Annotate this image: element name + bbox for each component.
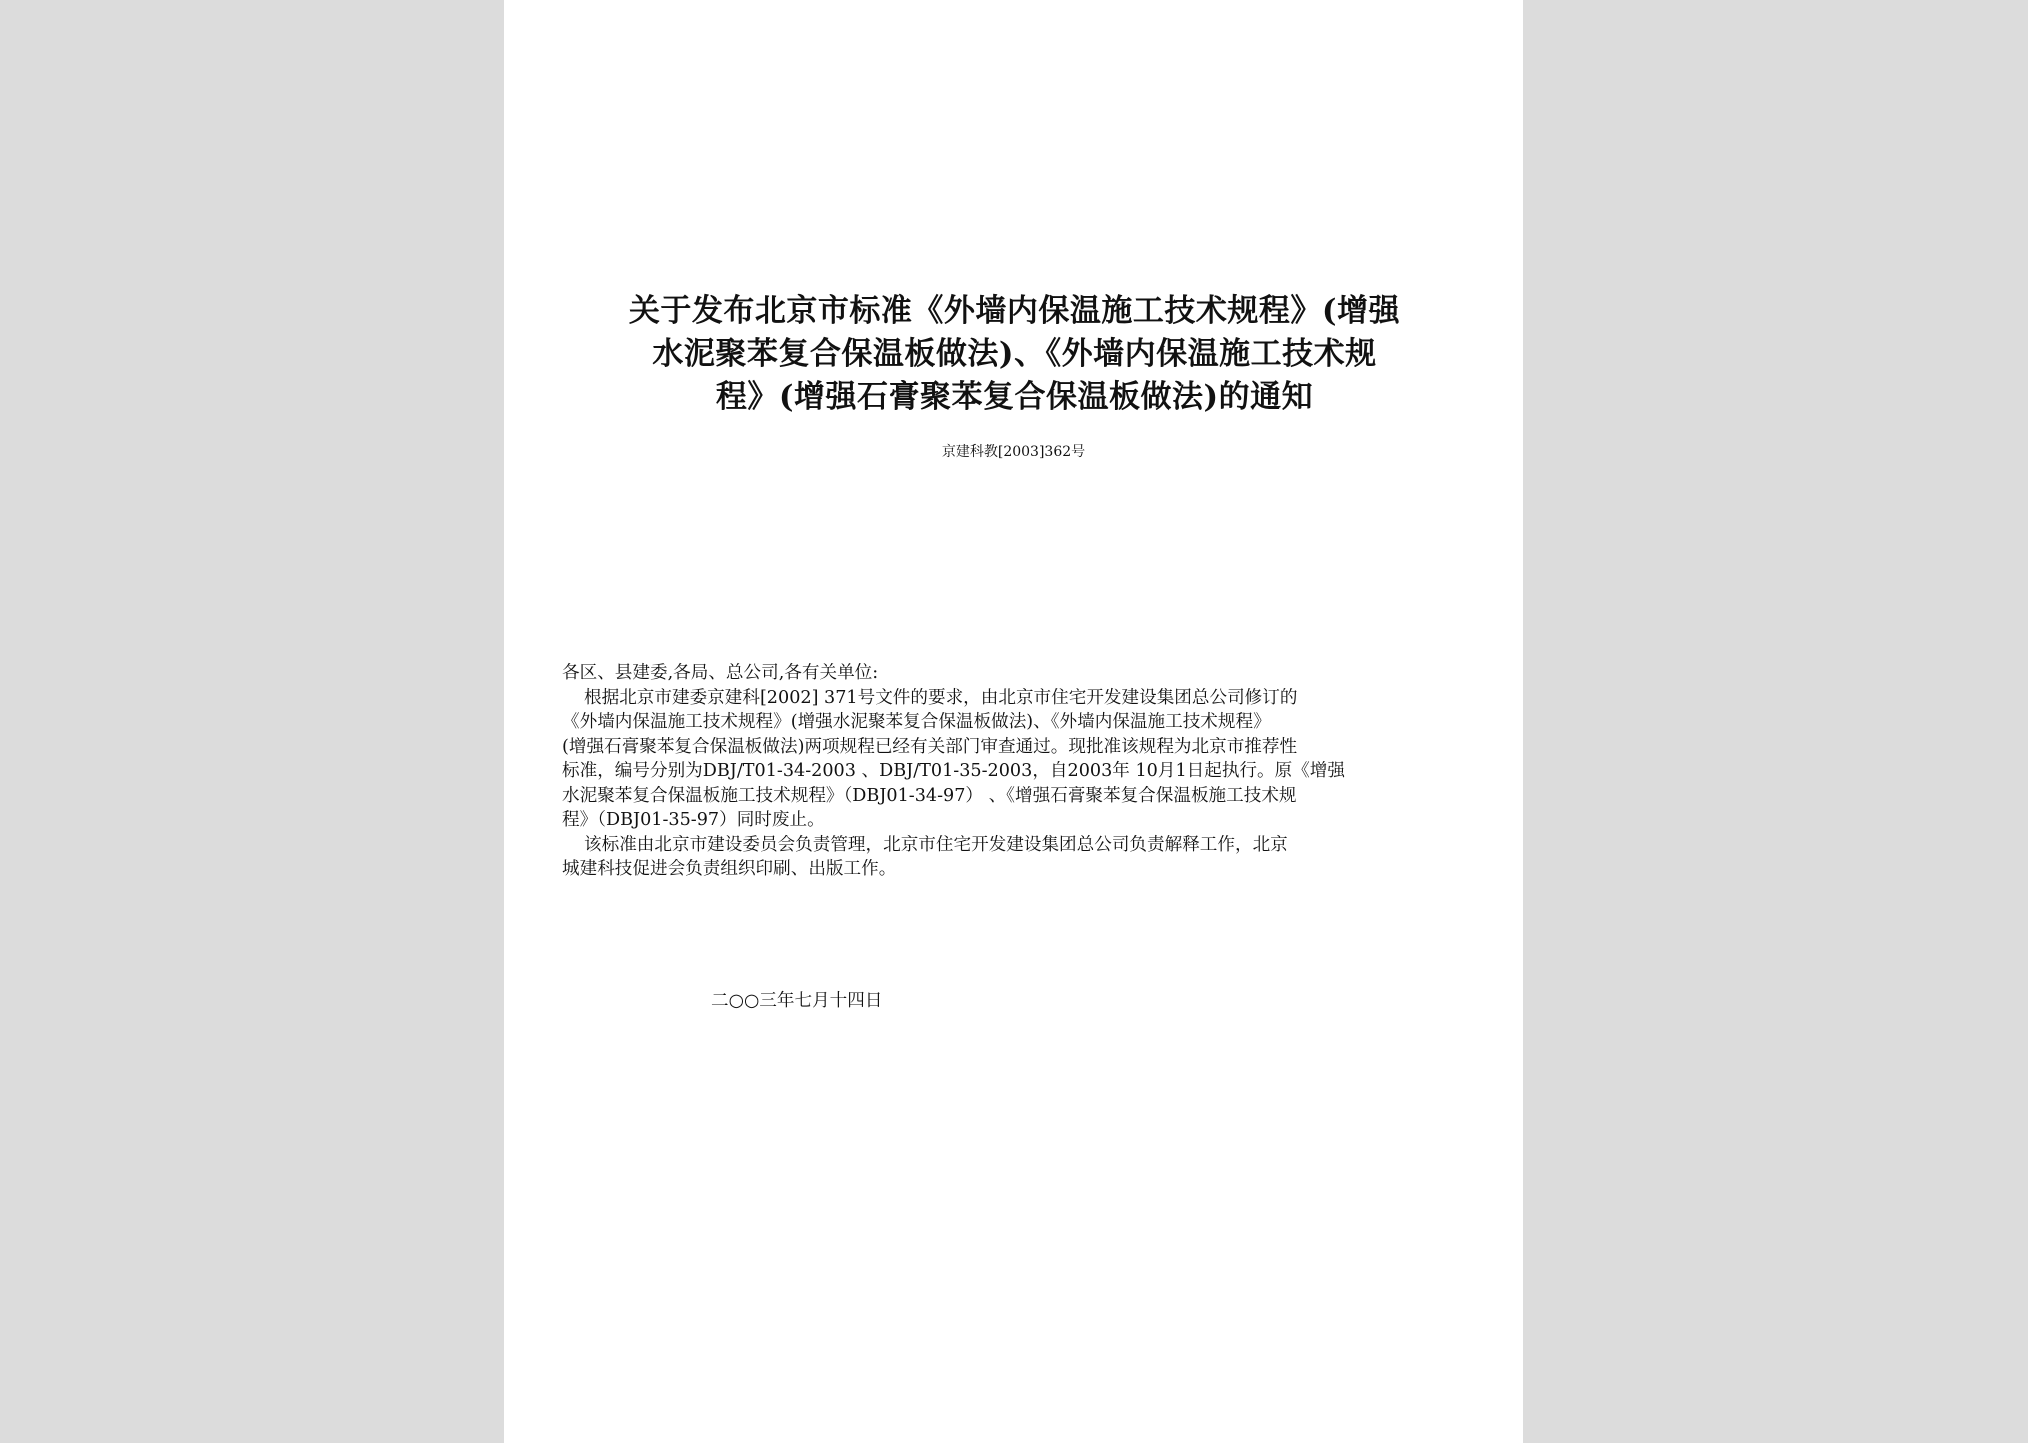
addressee: 各区、县建委,各局、总公司,各有关单位: [562,663,879,683]
document-number: 京建科教[2003]362号 [941,444,1086,460]
title-line: 水泥聚苯复合保温板做法)、《外墙内保温施工技术规 [652,336,1377,372]
document-date: 二○○三年七月十四日 [711,991,883,1011]
title-line: 程》(增强石膏聚苯复合保温板做法)的通知 [715,379,1314,415]
document-body [562,661,1467,882]
paragraph-line: 《外墙内保温施工技术规程》(增强水泥聚苯复合保温板做法)、《外墙内保温施工技术规程》 [562,712,1271,732]
title-line: 关于发布北京市标准《外墙内保温施工技术规程》(增强 [628,293,1401,329]
paragraph-line: 标准，编号分别为DBJ/T01-34-2003 、DBJ/T01-35-2003，自2003年 10月1日起执行。原《增强 [562,761,1345,781]
paragraph-line: 城建科技促进会负责组织印刷、出版工作。 [562,859,897,879]
paragraph-line: 该标准由北京市建设委员会负责管理，北京市住宅开发建设集团总公司负责解释工作，北京 [584,834,1288,855]
paragraph-line: 程》（DBJ01-35-97）同时废止。 [562,810,825,830]
paragraph-line: (增强石膏聚苯复合保温板做法)两项规程已经有关部门审查通过。现批准该规程为北京市推荐性 [562,736,1298,757]
document-page [504,0,1523,1443]
document-title [562,290,1467,419]
paragraph-line: 水泥聚苯复合保温板施工技术规程》（DBJ01-34-97） 、《增强石膏聚苯复合保温板施工技术规 [562,785,1297,806]
paragraph-line: 根据北京市建委京建科[2002] 371号文件的要求，由北京市住宅开发建设集团总公司修订的 [584,687,1298,708]
